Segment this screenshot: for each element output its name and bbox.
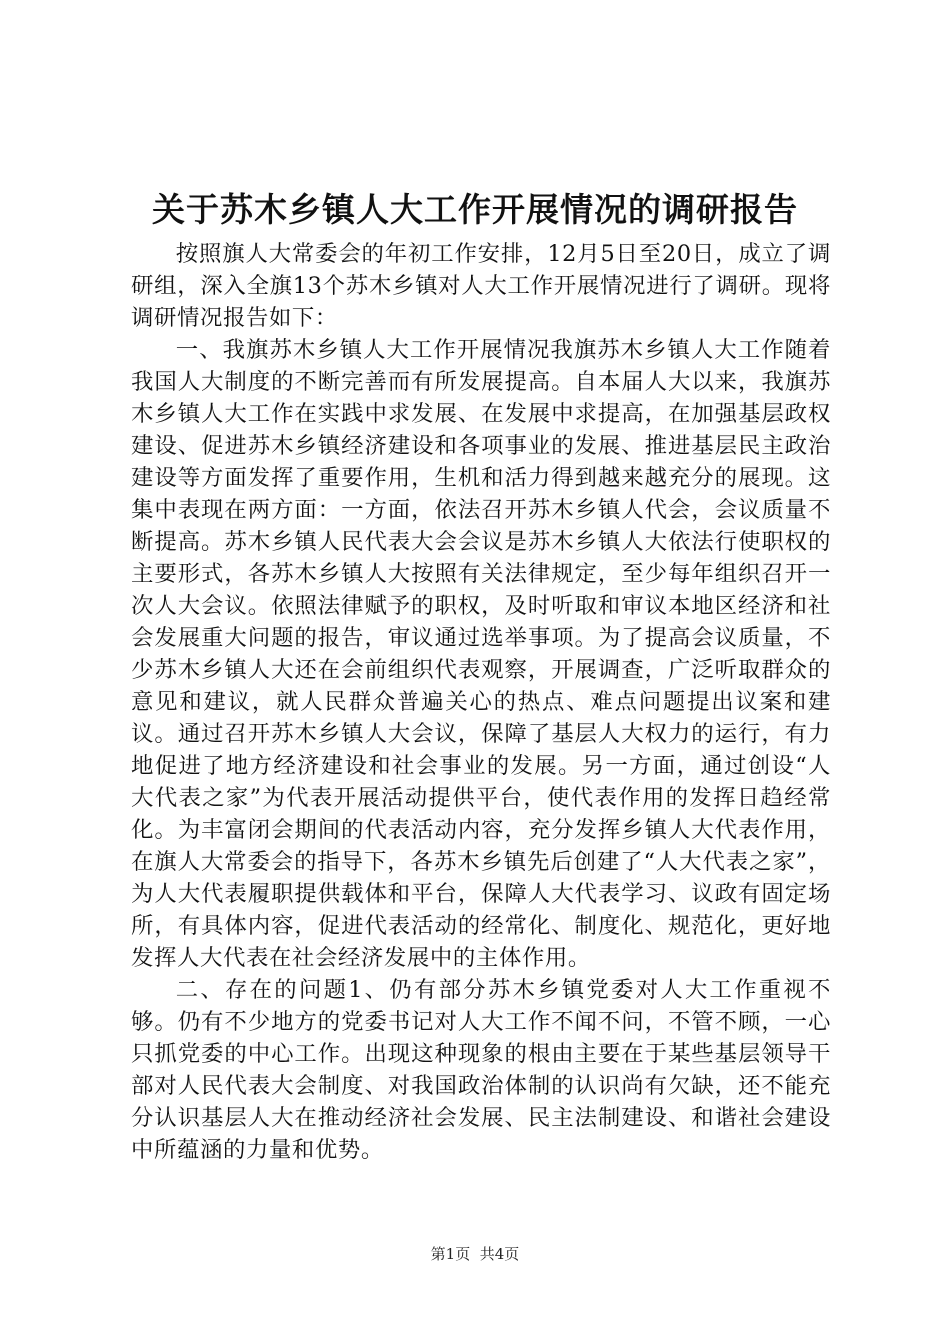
page-total: 共4页 [479,1245,520,1263]
paragraph-intro: 按照旗人大常委会的年初工作安排，12月5日至20日，成立了调研组，深入全旗13个苏木乡镇对人大工作开展情况进行了调研。现将调研情况报告如下： [131,241,831,331]
paragraph-section-two: 二、存在的问题1、仍有部分苏木乡镇党委对人大工作重视不够。仍有不少地方的党委书记对人大工作不闻不问，不管不顾，一心只抓党委的中心工作。出现这种现象的根由主要在于某些基层领导干部对人民代表大会制度、对我国政治体制的认识尚有欠缺，还不能充分认识基层人大在推动经济社会发展、民主法制建设、和谐社会建设中所蕴涵的力量和优势。 [131,977,831,1163]
page-footer [0,1244,950,1264]
page-number: 第1页 [430,1245,471,1263]
paragraph-section-one: 一、我旗苏木乡镇人大工作开展情况我旗苏木乡镇人大工作随着我国人大制度的不断完善而有所发展提高。自本届人大以来，我旗苏木乡镇人大工作在实践中求发展、在发展中求提高，在加强基层政权建设、促进苏木乡镇经济建设和各项事业的发展、推进基层民主政治建设等方面发挥了重要作用，生机和活力得到越来越充分的展现。这集中表现在两方面：一方面，依法召开苏木乡镇人代会，会议质量不断提高。苏木乡镇人民代表大会会议是苏木乡镇人大依法行使职权的主要形式，各苏木乡镇人大按照有关法律规定，至少每年组织召开一次人大会议。依照法律赋予的职权，及时听取和审议本地区经济和社会发展重大问题的报告，审议通过选举事项。为了提高会议质量，不少苏木乡镇人大还在会前组织代表观察，开展调查，广泛听取群众的意见和建议，就人民群众普遍关心的热点、难点问题提出议案和建议。通过召开苏木乡镇人大会议，保障了基层人大权力的运行，有力地促进了地方经济建设和社会事业的发展。另一方面，通过创设“人大代表之家”为代表开展活动提供平台，使代表作用的发挥日趋经常化。为丰富闭会期间的代表活动内容，充分发挥乡镇人大代表作用，在旗人大常委会的指导下，各苏木乡镇先后创建了“人大代表之家”，为人大代表履职提供载体和平台，保障人大代表学习、议政有固定场所，有具体内容，促进代表活动的经常化、制度化、规范化，更好地发挥人大代表在社会经济发展中的主体作用。 [131,337,831,971]
document-body [131,238,831,1166]
document-title: 关于苏木乡镇人大工作开展情况的调研报告 [152,190,798,229]
